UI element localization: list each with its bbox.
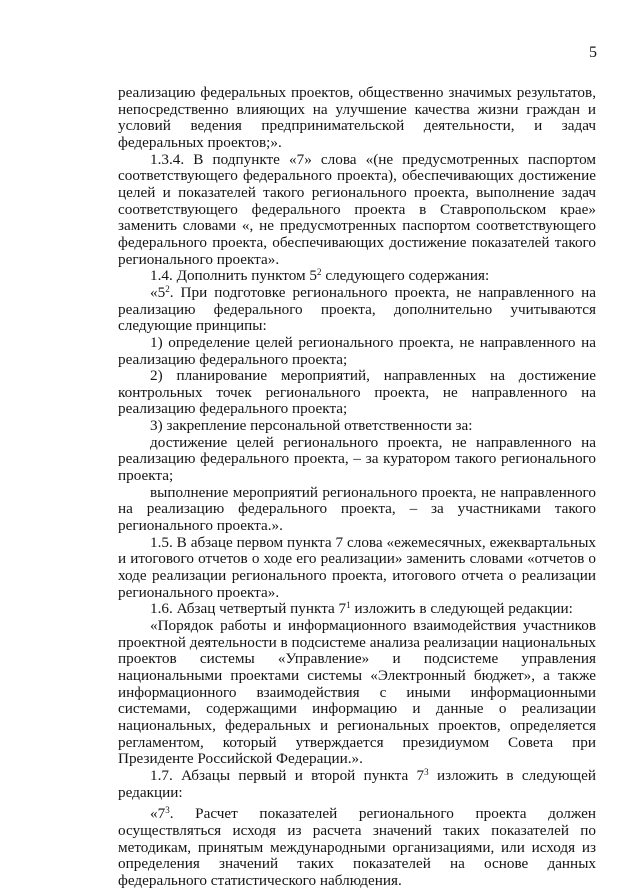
paragraph-text: следующего содержания:	[321, 267, 490, 285]
paragraph-1-7	[118, 768, 596, 801]
responsibility-curator: достижение целей регионального проекта, не направленного на реализацию федерального проекта, – за куратором такого регионального проекта;	[118, 433, 596, 485]
list-item-3: 3) закрепление персональной ответственности за:	[150, 417, 473, 435]
list-item-2: 2) планирование мероприятий, направленных на достижение контрольных точек регионального проекта, не направленного на реализацию федерального проекта;	[118, 367, 596, 418]
quoted-procedure: «Порядок работы и информационного взаимодействия участников проектной деятельности в подсистеме анализа реализации национальных проектов системы «Управление» и подсистеме управления национальными проектами системы «Электронный бюджет», а также информационного взаимодействия с иными информационными системами, содержащими информацию и данные о реализации национальных, федеральных и региональных проектов, определяется регламентом, который утверждается президиумом Совета при Президенте Российской Федерации.».	[118, 617, 596, 768]
paragraph-5-2	[118, 285, 596, 335]
paragraph-1-3-4: 1.3.4. В подпункте «7» слова «(не предусмотренных паспортом соответствующего федерального проекта), обеспечивающих достижение целей и показателей такого регионального проекта, выполнение задач соответствующего федерального проекта в Ставропольском крае» заменить словами «, не предусмотренных паспортом соответствующего федерального проекта, обеспечивающих достижение показателей такого регионального проекта».	[118, 150, 596, 268]
document-body	[118, 85, 596, 890]
paragraph-1-5: 1.5. В абзаце первом пункта 7 слова «ежемесячных, ежеквартальных и итогового отчетов о ходе его реализации» заменить словами «отчетов о ходе реализации регионального проекта, итогового отчета о реализации регионального проекта».	[118, 533, 596, 601]
superscript: 2	[165, 283, 170, 294]
paragraph-1-4	[118, 268, 596, 285]
paragraph-text: изложить в следующей редакции:	[350, 600, 573, 618]
paragraph-text: . При подготовке регионального проекта, не направленного на реализацию федерального проекта, дополнительно учитываются следующие принципы:	[118, 283, 596, 335]
paragraph-7-3	[118, 806, 596, 889]
paragraph-text: 1.7. Абзацы первый и второй пункта 7	[150, 766, 425, 784]
paragraph-continuation: реализацию федеральных проектов, общественно значимых результатов, непосредственно влияющих на улучшение качества жизни граждан и условий ведения предпринимательской деятельности, и задач федеральных проектов;».	[118, 84, 596, 151]
superscript: 2	[317, 267, 322, 278]
superscript: 3	[424, 766, 429, 777]
paragraph-text: «5	[150, 283, 166, 301]
paragraph-text: 1.6. Абзац четвертый пункта 7	[150, 600, 347, 618]
paragraph-1-6	[118, 601, 596, 618]
paragraph-text: 1.4. Дополнить пунктом 5	[150, 267, 318, 285]
page-number: 5	[589, 44, 597, 61]
paragraph-text: «7	[150, 805, 166, 823]
responsibility-participants: выполнение мероприятий регионального проекта, не направленного на реализацию федерального проекта, – за участниками такого регионального проекта.».	[118, 483, 596, 535]
superscript: 3	[165, 805, 170, 816]
paragraph-text: . Расчет показателей регионального проекта должен осуществляться исходя из расчета значений таких показателей по методикам, принятым международными организациями, или исходя из определения значений таких показателей на основе данных федерального статистического наблюдения.	[118, 805, 596, 889]
paragraph-text: изложить в следующей редакции:	[118, 766, 596, 801]
superscript: 1	[346, 600, 351, 611]
list-item-1: 1) определение целей регионального проекта, не направленного на реализацию федерального проекта;	[118, 333, 596, 368]
